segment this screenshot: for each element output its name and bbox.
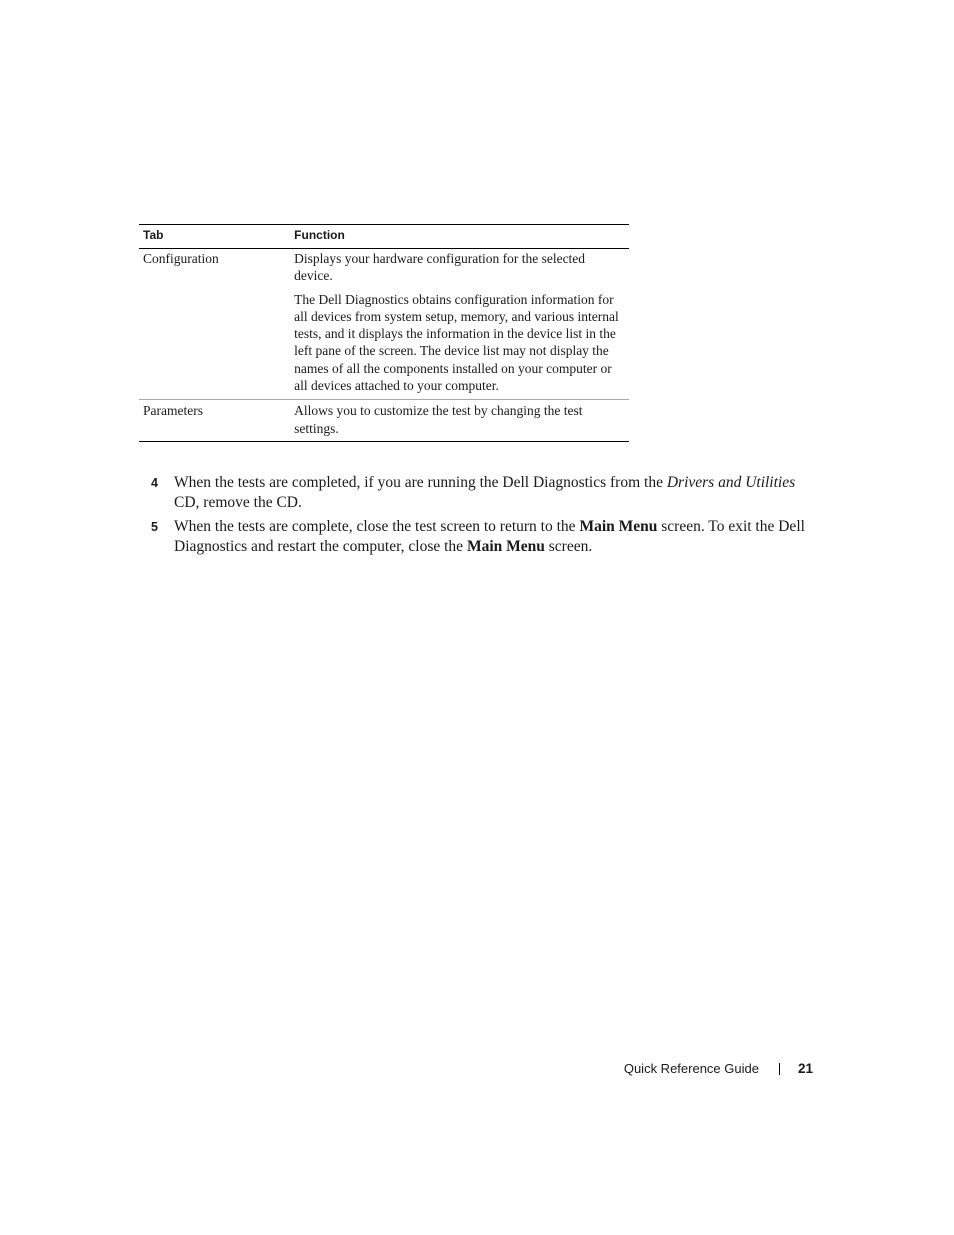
step-number: 4 [151, 476, 158, 490]
step-bold-text: Main Menu [466, 537, 545, 555]
step-text: screen. To exit the Dell Diagnostics and restart the computer, close the [174, 518, 805, 555]
step-5 [150, 517, 820, 556]
step-number: 5 [151, 520, 158, 534]
procedure-steps [150, 473, 820, 561]
step-4 [150, 473, 820, 512]
function-paragraph: Allows you to customize the test by changing the test settings. [294, 403, 583, 436]
page-footer [624, 1061, 813, 1076]
footer-divider [779, 1063, 780, 1075]
function-paragraph: The Dell Diagnostics obtains configuration information for all devices from system setup, memory, and various internal tests, and it displays the information in the device list in the left pane of the screen. The device list may not display the names of all the components installed on your computer or all devices attached to your computer. [294, 291, 619, 394]
step-text: screen. [544, 537, 593, 555]
table-row [139, 249, 629, 400]
row-function-configuration [290, 249, 629, 400]
step-text: When the tests are complete, close the test screen to return to the [174, 518, 580, 535]
header-function: Function [290, 225, 629, 249]
footer-title: Quick Reference Guide [623, 1061, 759, 1076]
step-bold-text: Main Menu [579, 518, 658, 535]
diagnostics-tabs-table [139, 224, 629, 442]
step-text: When the tests are completed, if you are running the Dell Diagnostics from the [174, 474, 667, 491]
header-tab: Tab [139, 225, 290, 249]
row-tab-configuration: Configuration [143, 251, 219, 266]
step-text: CD, remove the CD. [174, 493, 302, 511]
table-row [139, 400, 629, 442]
step-italic-text: Drivers and Utilities [666, 474, 796, 491]
row-function-parameters [290, 400, 629, 442]
row-tab-parameters: Parameters [139, 400, 290, 442]
page-number: 21 [797, 1061, 813, 1076]
function-paragraph: Displays your hardware configuration for the selected device. [294, 251, 586, 284]
table-header-row [139, 225, 629, 249]
